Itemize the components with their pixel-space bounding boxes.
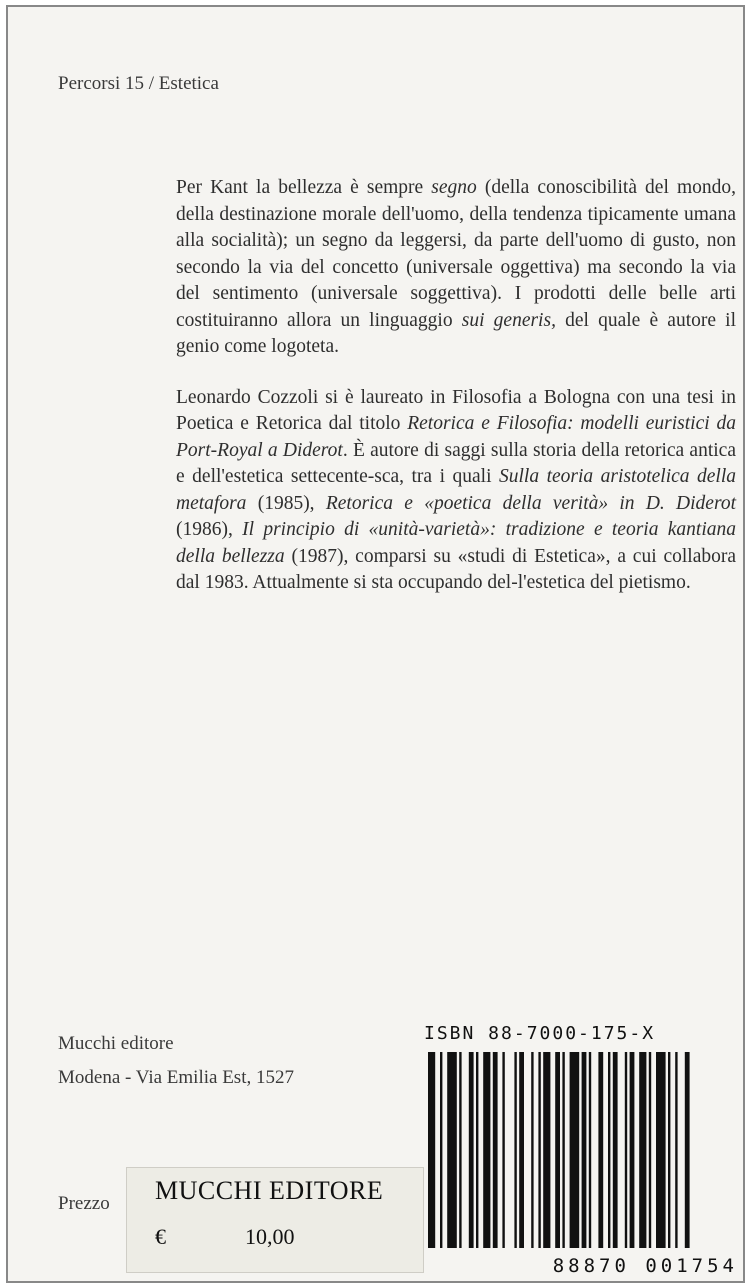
publisher-address: Modena - Via Emilia Est, 1527	[58, 1067, 294, 1088]
sticker-publisher: MUCCHI EDITORE	[155, 1176, 384, 1205]
blurb-text	[176, 175, 736, 621]
publisher-info	[58, 1027, 294, 1095]
publisher-name: Mucchi editore	[58, 1033, 174, 1054]
isbn-text: ISBN 88-7000-175-X	[424, 1023, 656, 1044]
sticker-currency: €	[155, 1224, 166, 1249]
blurb-paragraph-summary: Per Kant la bellezza è sempre segno (della conoscibilità del mondo, della destinazione morale dell'uomo, della tendenza tipicamente umana alla socialità); un segno da leggersi, da parte dell'uomo di gusto, non secondo la via del concetto (universale oggettiva) ma secondo la via del sentimento (universale soggettiva). I prodotti delle belle arti costituiranno allora un linguaggio sui generis, del quale è autore il genio come logoteta.	[176, 177, 736, 357]
price-sticker	[126, 1167, 424, 1273]
barcode-image	[424, 1052, 742, 1248]
sticker-amount: 10,00	[245, 1224, 295, 1249]
price-label: Prezzo	[58, 1193, 110, 1214]
barcode-number: 88870 001754	[552, 1255, 738, 1277]
barcode-block	[424, 1023, 742, 1277]
book-back-cover	[6, 5, 745, 1283]
blurb-paragraph-author-bio: Leonardo Cozzoli si è laureato in Filosofia a Bologna con una tesi in Poetica e Retorica dal titolo Retorica e Filosofia: modelli euristici da Port-Royal a Diderot. È autore di saggi sulla storia della retorica antica e dell'estetica settecente-sca, tra i quali Sulla teoria aristotelica della metafora (1985), Retorica e «poetica della verità» in D. Diderot (1986), Il principio di «unità-varietà»: tradizione e teoria kantiana della bellezza (1987), comparsi su «studi di Estetica», a cui collabora dal 1983. Attualmente si sta occupando del-l'estetica del pietismo.	[176, 386, 737, 593]
series-label: Percorsi 15 / Estetica	[58, 73, 219, 94]
